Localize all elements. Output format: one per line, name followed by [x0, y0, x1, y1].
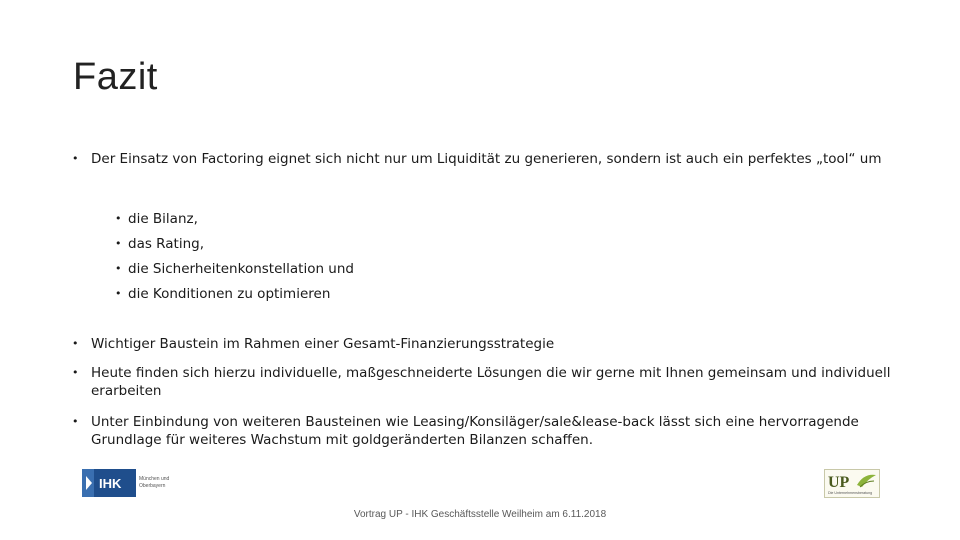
- bullet-1: [72, 150, 892, 168]
- sub-bullet-dot: •: [115, 237, 122, 250]
- bullet-dot: •: [72, 366, 79, 379]
- sub-bullet-3: [115, 260, 515, 278]
- sub-bullet-text: die Konditionen zu optimieren: [128, 286, 331, 302]
- bullet-dot: •: [72, 152, 79, 165]
- ihk-logo-text: IHK: [99, 476, 122, 491]
- up-logo-subtext: Die Unternehmensberatung: [828, 491, 873, 495]
- bullet-dot: •: [72, 415, 79, 428]
- up-logo-text: UP: [828, 474, 850, 491]
- bullet-dot: •: [72, 337, 79, 350]
- sub-bullet-1: [115, 210, 515, 228]
- bullet-text: Heute finden sich hierzu individuelle, maßgeschneiderte Lösungen die wir gerne mit Ihnen gemeinsam und individuell erarbeiten: [91, 365, 891, 399]
- ihk-logo-subtext-2: Oberbayern: [139, 483, 166, 489]
- sub-bullet-dot: •: [115, 262, 122, 275]
- sub-bullet-4: [115, 285, 515, 303]
- footer-text: Vortrag UP - IHK Geschäftsstelle Weilheim am 6.11.2018: [353, 509, 607, 520]
- sub-bullet-dot: •: [115, 212, 122, 225]
- bullet-2: [72, 335, 892, 353]
- bullet-3: [72, 364, 892, 400]
- sub-bullet-dot: •: [115, 287, 122, 300]
- bullet-text: Unter Einbindung von weiteren Bausteinen wie Leasing/Konsiläger/sale&lease-back lässt sich eine hervorragende Grundlage für weiteres Wachstum mit goldgeränderten Bilanzen schaffen.: [91, 414, 859, 448]
- sub-bullet-text: die Bilanz,: [128, 211, 198, 227]
- up-logo: [824, 469, 880, 498]
- bullet-4: [72, 413, 892, 449]
- slide-title: Fazit: [73, 56, 158, 98]
- sub-bullet-text: das Rating,: [128, 236, 204, 252]
- ihk-logo-subtext-1: München und: [139, 476, 170, 482]
- ihk-logo: [82, 469, 170, 497]
- sub-bullet-2: [115, 235, 515, 253]
- sub-bullet-text: die Sicherheitenkonstellation und: [128, 261, 354, 277]
- bullet-text: Der Einsatz von Factoring eignet sich nicht nur um Liquidität zu generieren, sondern ist auch ein perfektes „tool“ um: [91, 151, 882, 167]
- bullet-text: Wichtiger Baustein im Rahmen einer Gesamt-Finanzierungsstrategie: [91, 336, 555, 352]
